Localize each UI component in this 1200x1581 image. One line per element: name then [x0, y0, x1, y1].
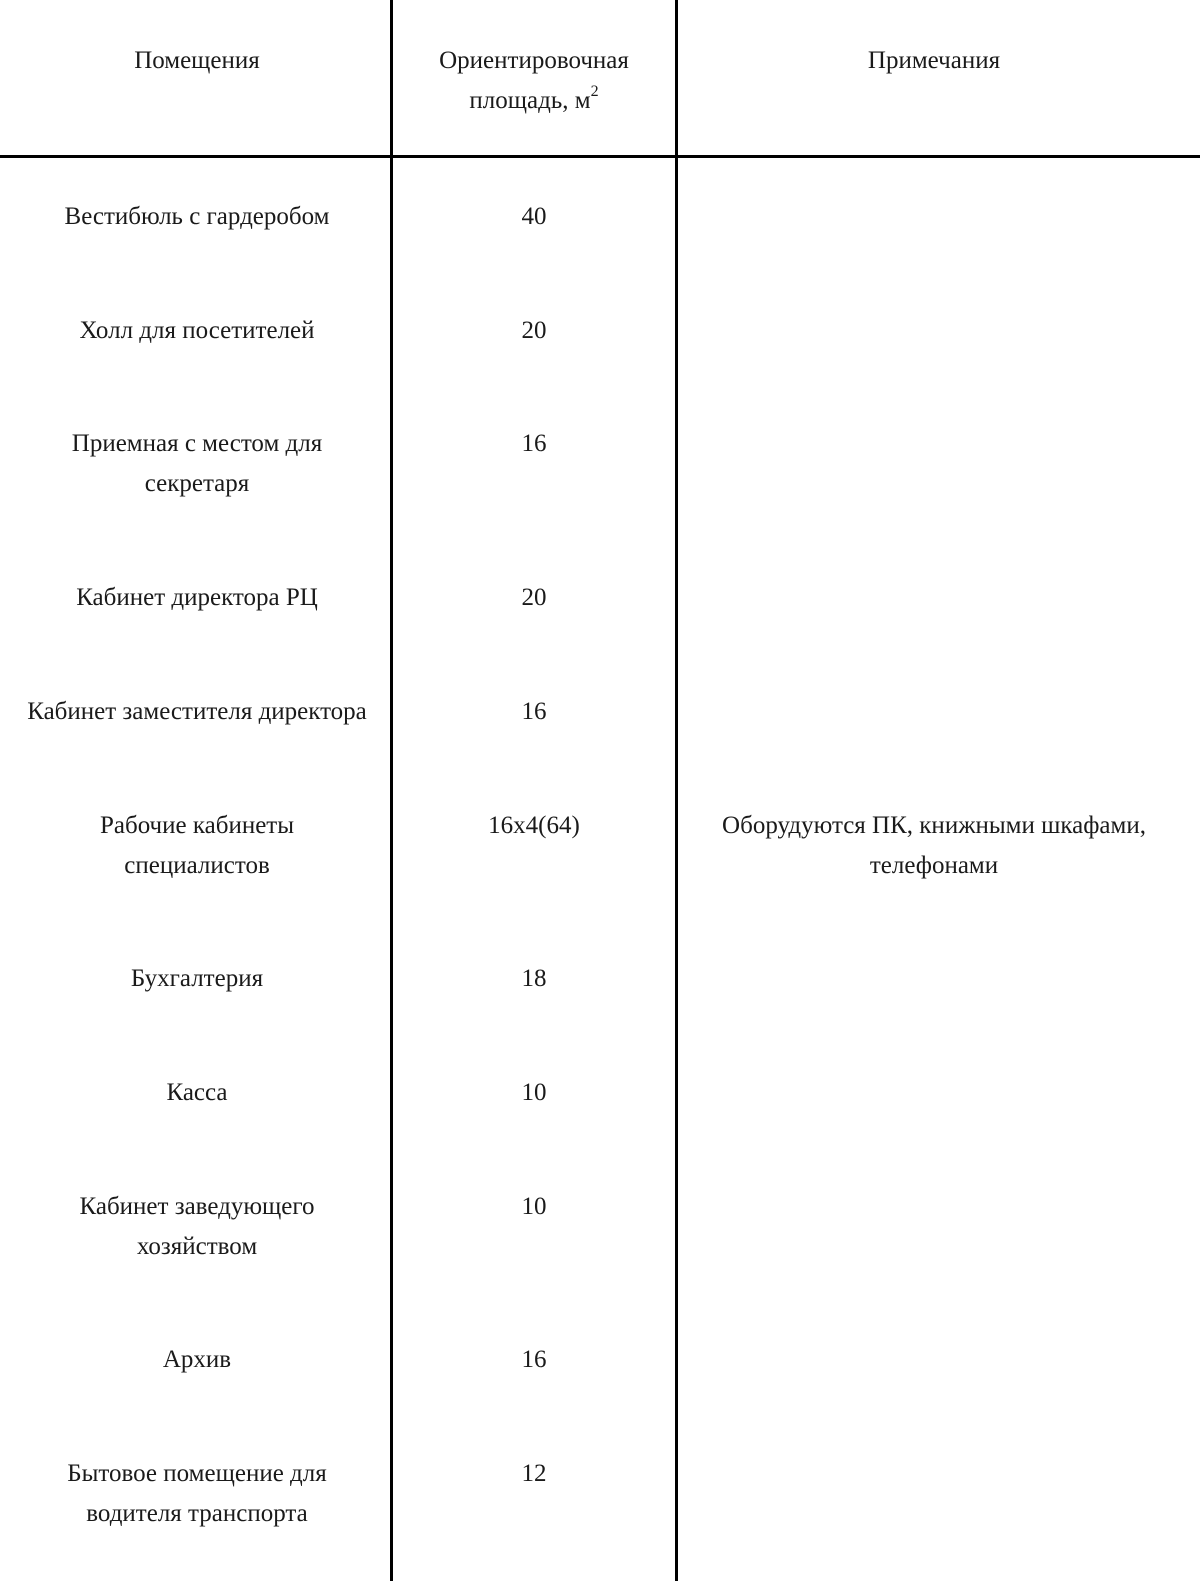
room-line1: Архив: [162, 1346, 232, 1373]
room-line1: Холл для посетителей: [79, 317, 315, 344]
room-line1: Касса: [166, 1079, 228, 1106]
table-row-room: [4, 692, 390, 732]
room-line1: Рабочие кабинеты: [99, 812, 295, 839]
table-row-area: 10: [521, 1079, 547, 1106]
table-row-room: [4, 1454, 390, 1534]
table-row-area: 20: [521, 317, 547, 344]
table-row-area: 20: [521, 584, 547, 611]
room-line1: Кабинет заведующего: [79, 1193, 315, 1220]
table-row-room: [4, 311, 390, 351]
header-area-superscript: 2: [590, 82, 599, 100]
header-area-line1: Ориентировочная: [439, 47, 629, 74]
table-row-area: 10: [521, 1193, 547, 1220]
table-row-room: [4, 197, 390, 237]
table-row-room: [4, 424, 390, 504]
room-line1: Вестибюль с гардеробом: [64, 203, 330, 230]
header-notes: Примечания: [867, 47, 1001, 74]
room-line1: Бытовое помещение для: [67, 1460, 327, 1487]
table-row-area: 16: [521, 698, 547, 725]
room-line1: Приемная с местом для: [71, 430, 323, 457]
table-row-area: 16: [521, 430, 547, 457]
room-line2: хозяйством: [136, 1233, 258, 1260]
table-row-note: [678, 806, 1190, 886]
note-line1: Оборудуются ПК, книжными шкафами,: [722, 812, 1146, 839]
header-area: [393, 41, 675, 121]
table-row-room: [4, 1187, 390, 1267]
room-line1: Кабинет директора РЦ: [76, 584, 318, 611]
table-row-room: [4, 578, 390, 618]
table-row-room: [4, 1340, 390, 1380]
note-line2: телефонами: [869, 852, 999, 879]
header-room: Помещения: [134, 47, 260, 74]
table-row-room: [4, 806, 390, 886]
room-line2: секретаря: [144, 470, 250, 497]
table-row-area: 16х4(64): [488, 812, 580, 839]
room-line1: Кабинет заместителя директора: [27, 698, 367, 725]
room-line2: специалистов: [124, 852, 270, 879]
table-row-room: [4, 959, 390, 999]
table-row-area: 12: [521, 1460, 547, 1487]
header-divider: [0, 155, 1200, 158]
table-row-area: 18: [521, 965, 547, 992]
room-line2: водителя транспорта: [86, 1500, 308, 1527]
table-row-room: [4, 1073, 390, 1113]
column-divider-2: [675, 0, 678, 1581]
room-line1: Бухгалтерия: [130, 965, 264, 992]
table-row-area: 40: [521, 203, 547, 230]
header-area-line2: [393, 81, 675, 121]
table-row-area: 16: [521, 1346, 547, 1373]
header-area-unit: площадь, м: [469, 87, 591, 114]
